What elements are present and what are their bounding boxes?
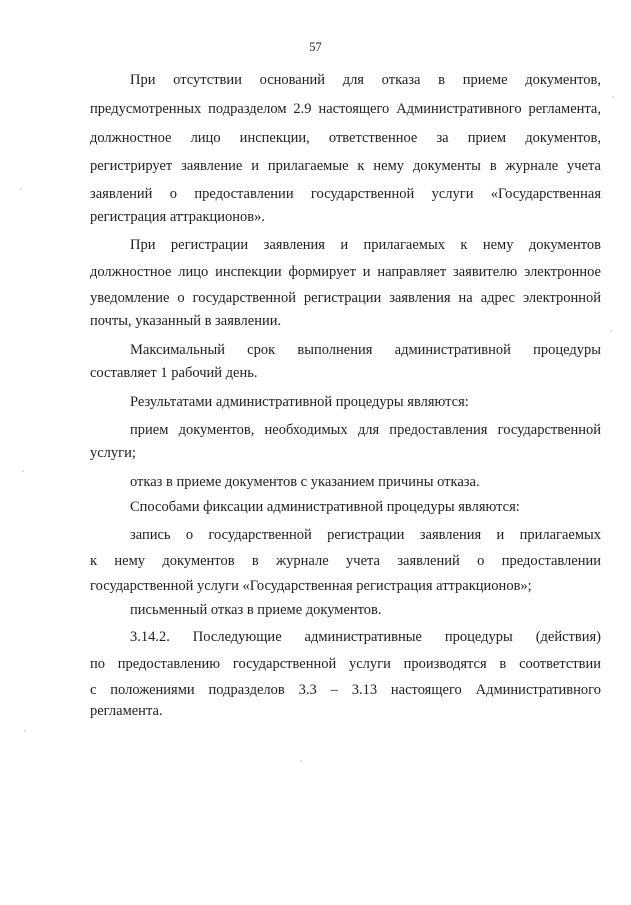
text-line: уведомление о государственной регистрации заявления на адрес электронной: [90, 290, 601, 306]
text-line: отказ в приеме документов с указанием причины отказа.: [130, 474, 480, 490]
text-line: Максимальный срок выполнения административной процедуры: [130, 342, 601, 358]
text-line: регистрация аттракционов».: [90, 209, 265, 225]
text-line: 3.14.2. Последующие административные процедуры (действия): [130, 629, 601, 645]
text-line: Способами фиксации административной процедуры являются:: [130, 499, 520, 515]
text-line: регистрирует заявление и прилагаемые к нему документы в журнале учета: [90, 158, 601, 174]
scan-speck: [22, 470, 24, 472]
text-line: с положениями подразделов 3.3 – 3.13 настоящего Административного: [90, 682, 601, 698]
scan-speck: [610, 330, 612, 332]
scan-speck: [612, 96, 614, 98]
text-line: составляет 1 рабочий день.: [90, 365, 258, 381]
text-line: прием документов, необходимых для предоставления государственной: [130, 422, 601, 438]
text-line: почты, указанный в заявлении.: [90, 313, 282, 329]
text-line: запись о государственной регистрации заявления и прилагаемых: [130, 527, 601, 543]
scan-speck: [300, 760, 302, 762]
text-line: заявлений о предоставлении государственной услуги «Государственная: [90, 186, 601, 202]
text-line: предусмотренных подразделом 2.9 настоящего Административного регламента,: [90, 101, 601, 117]
text-line: по предоставлению государственной услуги производятся в соответствии: [90, 656, 601, 672]
scan-speck: [24, 730, 26, 732]
text-line: Результатами административной процедуры являются:: [130, 394, 469, 410]
text-line: регламента.: [90, 703, 163, 719]
page-number: 57: [309, 40, 322, 54]
text-line: При отсутствии оснований для отказа в приеме документов,: [130, 72, 601, 88]
text-line: услуги;: [90, 445, 136, 461]
scan-speck: [20, 188, 22, 190]
text-line: должностное лицо инспекции формирует и направляет заявителю электронное: [90, 264, 601, 280]
text-line: При регистрации заявления и прилагаемых к нему документов: [130, 237, 601, 253]
text-line: должностное лицо инспекции, ответственное за прием документов,: [90, 130, 601, 146]
text-line: к нему документов в журнале учета заявлений о предоставлении: [90, 553, 601, 569]
text-line: письменный отказ в приеме документов.: [130, 602, 382, 618]
text-line: государственной услуги «Государственная регистрация аттракционов»;: [90, 578, 532, 594]
